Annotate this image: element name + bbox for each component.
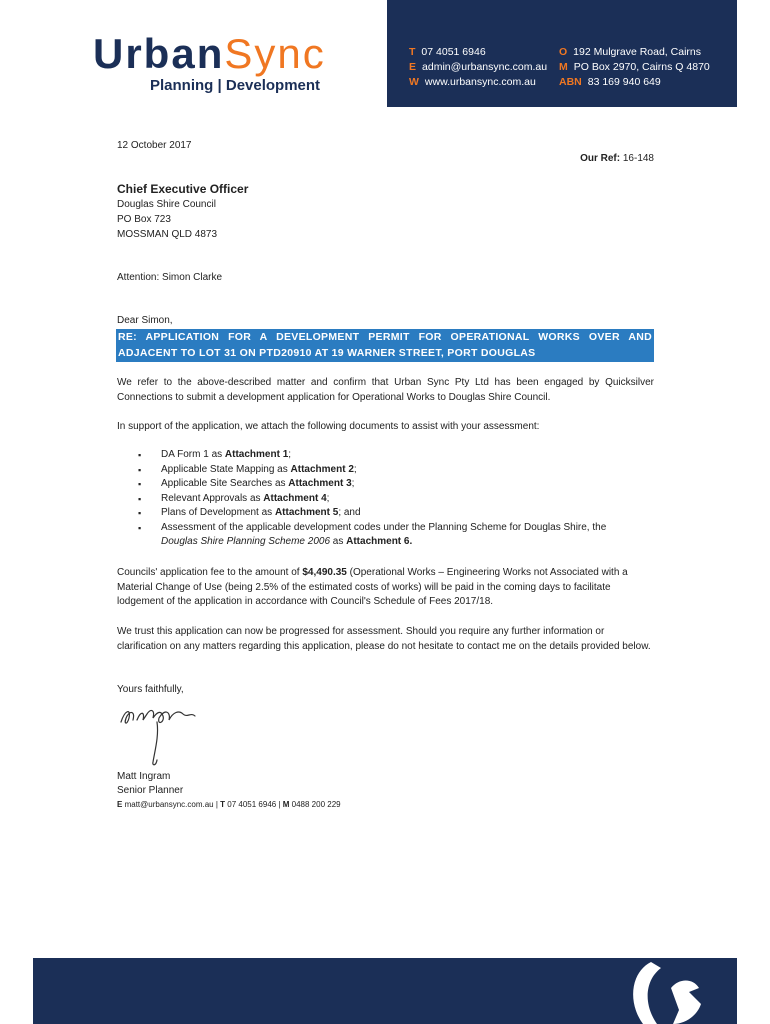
- company-logo: UrbanSync: [93, 30, 326, 77]
- logo-tagline: Planning | Development: [150, 77, 321, 94]
- list-item: ▪ Applicable State Mapping as Attachment 2;: [118, 463, 654, 478]
- attention-line: Attention: Simon Clarke: [117, 272, 223, 283]
- signer-title: Senior Planner: [117, 785, 184, 796]
- signer-contact: E matt@urbansync.com.au | T 07 4051 6946 | M 0488 200 229: [117, 800, 341, 809]
- signer-name: Matt Ingram: [117, 771, 171, 782]
- letterhead-logo-area: [33, 0, 383, 107]
- handwritten-signature: [117, 700, 207, 770]
- contact-abn: ABN 83 169 940 649: [559, 76, 661, 88]
- recipient-address-line-2: PO Box 723: [117, 214, 171, 225]
- list-item: ▪ Relevant Approvals as Attachment 4;: [118, 492, 654, 507]
- paragraph-fee: Councils' application fee to the amount of $4,490.35 (Operational Works – Engineering Works not Associated with a Material Change of Use (being 2.5% of the estimated costs of works) will be paid in the coming days to facilitate lodgement of the application in accordance with Council's Schedule of Fees 2017/18.: [117, 567, 628, 607]
- list-item: ▪ Applicable Site Searches as Attachment 3;: [118, 477, 654, 492]
- letterhead-contact-panel: [387, 0, 737, 107]
- contact-email: E admin@urbansync.com.au: [409, 61, 548, 73]
- paragraph-closing: We trust this application can now be progressed for assessment. Should you require any further information or clarification on any matters regarding this application, please do not hesitate to contact me on the details provided below.: [117, 626, 651, 652]
- subject-banner: [116, 329, 654, 362]
- recipient-address-line-1: Douglas Shire Council: [117, 199, 216, 210]
- attachment-list: [118, 448, 654, 550]
- paragraph-engagement: We refer to the above-described matter and confirm that Urban Sync Pty Ltd has been engaged by Quicksilver Connections to submit a development application for Operational Works to Douglas Shire Council.: [117, 377, 654, 403]
- closing-phrase: Yours faithfully,: [117, 684, 184, 695]
- footer-logo-mark: [613, 958, 723, 1024]
- subject-line-1: RE: APPLICATION FOR A DEVELOPMENT PERMIT FOR OPERATIONAL WORKS OVER AND: [118, 331, 652, 343]
- salutation: Dear Simon,: [117, 315, 173, 326]
- subject-line-2: ADJACENT TO LOT 31 ON PTD20910 AT 19 WARNER STREET, PORT DOUGLAS: [118, 347, 536, 359]
- recipient-address-line-3: MOSSMAN QLD 4873: [117, 229, 218, 240]
- recipient-title: Chief Executive Officer: [117, 182, 249, 196]
- letter-date: 12 October 2017: [117, 140, 192, 151]
- paragraph-attachments-intro: In support of the application, we attach the following documents to assist with your assessment:: [117, 421, 540, 432]
- contact-office: O 192 Mulgrave Road, Cairns: [559, 46, 701, 58]
- contact-mail: M PO Box 2970, Cairns Q 4870: [559, 61, 710, 73]
- footer-bar: [33, 958, 737, 1024]
- list-item: ▪ Assessment of the applicable development codes under the Planning Scheme for Douglas Shire, the Douglas Shire Planning Scheme 2006 as Attachment 6.: [118, 521, 654, 550]
- our-ref: Our Ref: 16-148: [580, 153, 654, 164]
- contact-website: W www.urbansync.com.au: [409, 76, 536, 88]
- list-item: ▪ DA Form 1 as Attachment 1;: [118, 448, 654, 463]
- contact-phone: T 07 4051 6946: [409, 46, 486, 58]
- list-item: ▪ Plans of Development as Attachment 5; and: [118, 506, 654, 521]
